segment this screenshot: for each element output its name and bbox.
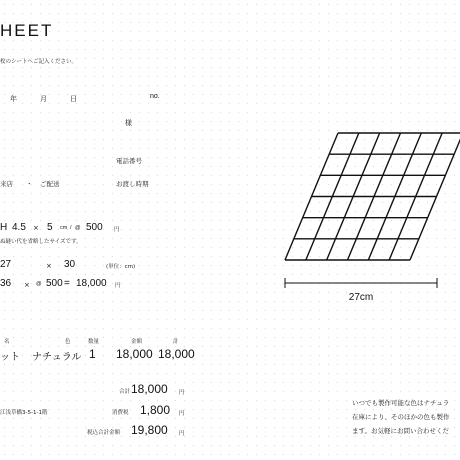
- height-label: H: [0, 222, 8, 233]
- phone-label: 電話番号: [116, 157, 142, 165]
- tax-label: 消費税: [112, 410, 129, 416]
- tax-yen: 円: [179, 411, 185, 417]
- order-number-label: no.: [150, 93, 160, 100]
- page-title: HEET: [0, 21, 54, 40]
- tax-value: 1,800: [140, 403, 171, 417]
- month-label: 月: [40, 95, 47, 103]
- calc-yen: 円: [115, 283, 121, 289]
- calc-total: 18,000: [76, 278, 107, 289]
- row-total: 18,000: [158, 347, 195, 361]
- handover-label: お渡し時期: [116, 180, 149, 188]
- header-amount: 金額: [131, 339, 143, 345]
- option-separator: ・: [26, 180, 33, 188]
- size-times: ×: [46, 262, 52, 270]
- yen-unit: 円: [114, 227, 120, 233]
- dimension-label: 27cm: [348, 292, 374, 303]
- cell-count: 36: [0, 278, 12, 289]
- at-sign: @: [75, 225, 81, 231]
- day-label: 日: [70, 95, 77, 103]
- cell-width-value: 5: [47, 222, 53, 233]
- notice-line-2: 在庫により、そのほかの色も製作: [352, 413, 450, 421]
- instruction-text: 枚のシートへご記入ください。: [0, 59, 78, 65]
- calc-equals: =: [64, 278, 70, 289]
- header-color: 色: [65, 339, 71, 345]
- seam-note: ぬ縫い代を省略したサイズです。: [0, 239, 82, 245]
- row-color: ナチュラル: [32, 352, 82, 363]
- subtotal-value: 18,000: [131, 382, 168, 396]
- row-amount: 18,000: [116, 347, 153, 361]
- customer-honorific: 様: [125, 119, 132, 127]
- row-quantity: 1: [89, 347, 96, 361]
- grand-total-label: 税込合計金額: [87, 430, 121, 436]
- slash: /: [70, 225, 72, 231]
- notice-line-1: いつでも製作可能な色はナチュラ: [352, 399, 450, 407]
- year-label: 年: [10, 95, 17, 103]
- subtotal-label: 合計: [119, 389, 131, 395]
- header-quantity: 数量: [88, 339, 100, 345]
- unit-note: (単位：cm): [106, 264, 136, 270]
- cm-unit: cm: [60, 225, 68, 231]
- unit-price-value: 500: [86, 222, 103, 233]
- visit-option: 来店: [0, 180, 13, 188]
- calc-times: ×: [24, 281, 30, 289]
- header-total: 計: [173, 339, 179, 345]
- grid-lines: [285, 133, 460, 260]
- sheet-height: 30: [64, 259, 76, 270]
- notice-line-3: ます。お気軽にお問い合わせくだ: [352, 427, 449, 435]
- grand-total-yen: 円: [179, 431, 185, 437]
- grand-total-value: 19,800: [131, 423, 168, 437]
- delivery-option: ご配送: [40, 180, 60, 188]
- times-sign: ×: [33, 224, 39, 232]
- cell-height-value: 4.5: [12, 222, 26, 233]
- sheet-width: 27: [0, 259, 12, 270]
- calc-at: @: [36, 281, 42, 287]
- dimension-line: [285, 278, 437, 288]
- address-text: 江浅草橋3-5-1-1階: [0, 410, 48, 416]
- row-product-name: ット: [0, 352, 20, 363]
- header-product-name: 名: [4, 339, 10, 345]
- subtotal-yen: 円: [179, 390, 185, 396]
- calc-unit-price: 500: [46, 278, 63, 289]
